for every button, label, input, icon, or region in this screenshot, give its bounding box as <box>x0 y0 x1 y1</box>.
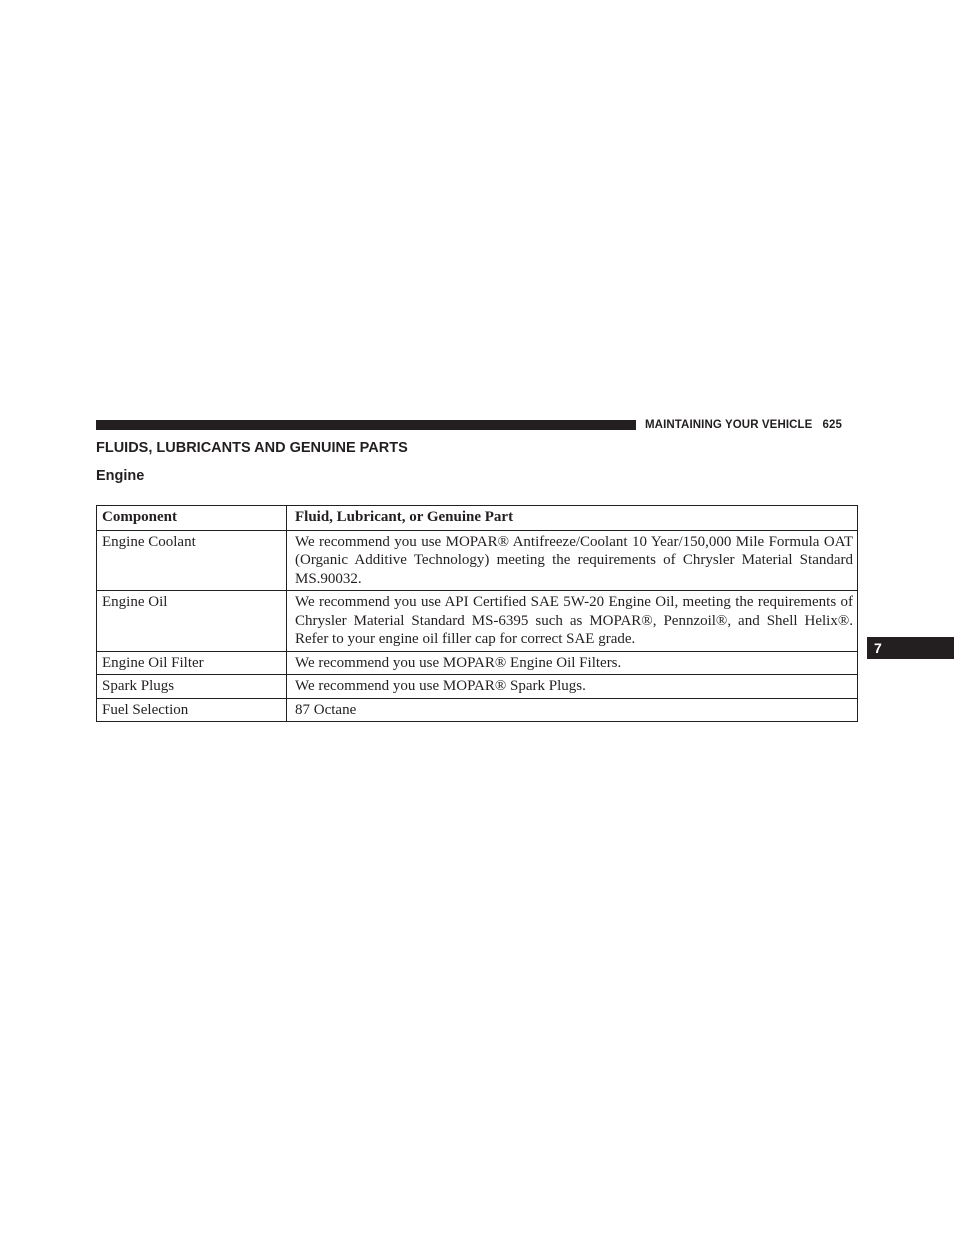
table-cell-fluid: We recommend you use MOPAR® Engine Oil Filters. <box>287 651 858 675</box>
table-cell-fluid: 87 Octane <box>287 698 858 722</box>
table-row <box>97 591 858 652</box>
table-header-component: Component <box>97 506 287 531</box>
table-cell-fluid: We recommend you use MOPAR® Spark Plugs. <box>287 675 858 699</box>
running-head <box>645 418 858 432</box>
table-cell-component: Engine Oil <box>97 591 287 652</box>
page-number: 625 <box>822 419 842 431</box>
table-cell-component: Fuel Selection <box>97 698 287 722</box>
subsection-title: Engine <box>96 468 145 484</box>
running-head-section: MAINTAINING YOUR VEHICLE <box>645 419 813 431</box>
table-header-fluid: Fluid, Lubricant, or Genuine Part <box>287 506 858 531</box>
table-cell-component: Spark Plugs <box>97 675 287 699</box>
table-cell-fluid: We recommend you use API Certified SAE 5W-20 Engine Oil, meeting the requirements of Chrysler Material Standard MS-6395 such as MOPAR®, Pennzoil®, and Shell Helix®. Refer to your engine oil filler cap for correct SAE grade. <box>287 591 858 652</box>
table-row <box>97 651 858 675</box>
table-header-row <box>97 506 858 531</box>
section-title: FLUIDS, LUBRICANTS AND GENUINE PARTS <box>96 440 408 456</box>
table-cell-component: Engine Coolant <box>97 530 287 591</box>
header-rule-bar <box>96 420 636 430</box>
table-cell-component: Engine Oil Filter <box>97 651 287 675</box>
table-row <box>97 698 858 722</box>
chapter-tab: 7 <box>867 637 954 659</box>
table-row <box>97 675 858 699</box>
table-row <box>97 530 858 591</box>
fluids-table <box>96 505 858 722</box>
table-cell-fluid: We recommend you use MOPAR® Antifreeze/Coolant 10 Year/150,000 Mile Formula OAT (Organic Additive Technology) meeting the requirements of Chrysler Material Standard MS.90032. <box>287 530 858 591</box>
